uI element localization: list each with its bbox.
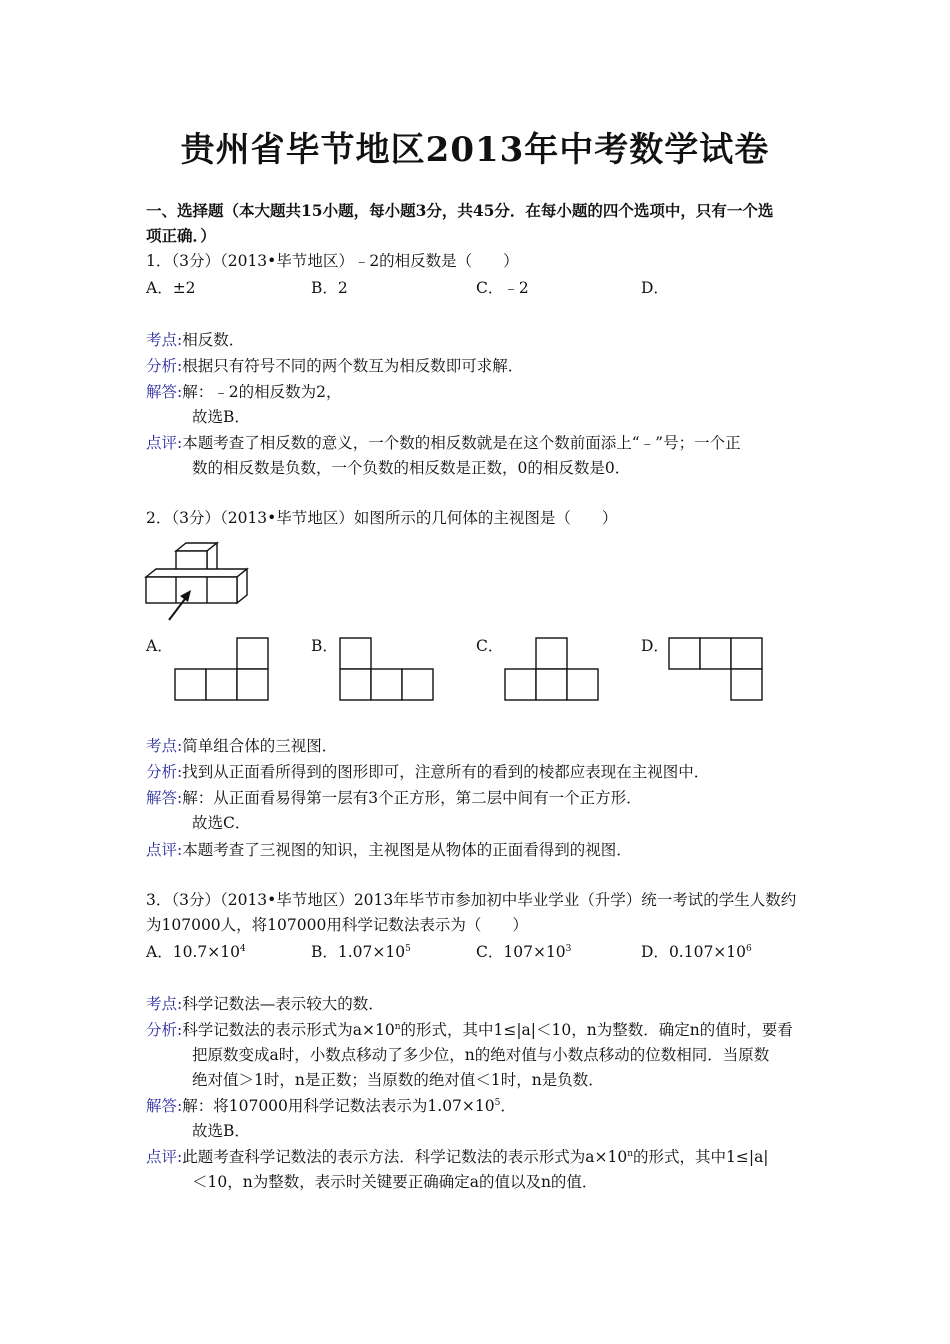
q2-jieda bbox=[146, 788, 642, 808]
q1-stem: 1．（3分）（2013•毕节地区）﹣2的相反数是（ ） bbox=[146, 252, 519, 270]
jieda-label: 解答: bbox=[146, 383, 183, 401]
q3-option-c: C．$107\times 10^3$ bbox=[476, 943, 572, 961]
q1-option-d: D． bbox=[641, 279, 669, 297]
dianping-label: 点评: bbox=[146, 841, 183, 859]
q1-fenxi-text: 根据只有符号不同的两个数互为相反数即可求解． bbox=[182, 357, 524, 375]
section-heading-line2: 项正确．） bbox=[146, 226, 216, 245]
q1-jieda-line2: 故选B． bbox=[192, 408, 250, 426]
page-title: 贵州省毕节地区2013年中考数学试卷 bbox=[180, 130, 770, 170]
q2-option-d-figure bbox=[668, 637, 764, 701]
q2-option-b-label: B． bbox=[311, 637, 338, 655]
q1-jieda-text: 解：﹣2的相反数为2， bbox=[182, 383, 342, 401]
q1-jieda bbox=[146, 382, 341, 402]
kaodian-label: 考点: bbox=[146, 737, 183, 755]
q3-option-b: B．$1.07\times 10^5$ bbox=[311, 943, 411, 961]
q3-stem-line2: 为107000人，将107000用科学记数法表示为（ ） bbox=[146, 916, 528, 934]
dianping-label: 点评: bbox=[146, 434, 183, 452]
kaodian-label: 考点: bbox=[146, 995, 183, 1013]
q3-option-d: D．$0.107\times 10^6$ bbox=[641, 943, 752, 961]
q3-jieda-line2: 故选B． bbox=[192, 1122, 250, 1140]
q1-fenxi bbox=[146, 356, 523, 376]
q1-kaodian bbox=[146, 330, 244, 350]
q2-option-c-label: C． bbox=[476, 637, 504, 655]
q3-jieda: 解答:解：将107000用科学记数法表示为$1.07\times 10^5$． bbox=[146, 1097, 516, 1115]
q2-fenxi bbox=[146, 762, 709, 782]
q2-fenxi-text: 找到从正面看所得到的图形即可，注意所有的看到的棱都应表现在主视图中． bbox=[182, 763, 710, 781]
fenxi-label: 分析: bbox=[146, 357, 183, 375]
section-heading-line1: 一、选择题（本大题共15小题，每小题3分，共45分．在每小题的四个选项中，只有一个选 bbox=[146, 201, 774, 220]
q1-dianping-line2: 数的相反数是负数，一个负数的相反数是正数，0的相反数是0． bbox=[192, 459, 631, 477]
jieda-label: 解答: bbox=[146, 789, 183, 807]
q2-option-a-figure bbox=[174, 637, 270, 701]
q3-fenxi: 分析:科学记数法的表示形式为$a\times 10^n$的形式，其中1≤|a|＜10，n为整数．确定n的值时，要看 bbox=[146, 1021, 793, 1039]
q2-kaodian-text: 简单组合体的三视图． bbox=[182, 737, 338, 755]
q2-option-d-label: D． bbox=[641, 637, 669, 655]
q2-option-b-figure bbox=[339, 637, 435, 701]
q3-stem-line1: 3．（3分）（2013•毕节地区）2013年毕节市参加初中毕业学业（升学）统一考试的学生人数约 bbox=[146, 891, 797, 909]
q3-dianping: 点评:此题考查科学记数法的表示方法．科学记数法的表示形式为$a\times 10^n$的形式，其中1≤|a| bbox=[146, 1148, 769, 1166]
q1-option-b: B．2 bbox=[311, 279, 348, 297]
q1-dianping-text: 本题考查了相反数的意义，一个数的相反数就是在这个数前面添上“﹣”号；一个正 bbox=[182, 434, 741, 452]
fenxi-label: 分析: bbox=[146, 763, 183, 781]
q2-jieda-text: 解：从正面看易得第一层有3个正方形，第二层中间有一个正方形． bbox=[182, 789, 642, 807]
q3-fenxi-line2: 把原数变成a时，小数点移动了多少位，n的绝对值与小数点移动的位数相同．当原数 bbox=[192, 1046, 770, 1064]
q1-option-c: C．﹣2 bbox=[476, 279, 529, 297]
q2-option-c-figure bbox=[504, 637, 600, 701]
q2-jieda-line2: 故选C． bbox=[192, 814, 251, 832]
q1-kaodian-text: 相反数． bbox=[182, 331, 245, 349]
q3-option-a: A．$10.7\times 10^4$ bbox=[146, 943, 246, 961]
q2-kaodian bbox=[146, 736, 337, 756]
q2-dianping bbox=[146, 840, 632, 860]
q3-kaodian-text: 科学记数法—表示较大的数． bbox=[182, 995, 384, 1013]
q3-dianping-line2: ＜10，n为整数，表示时关键要正确确定a的值以及n的值． bbox=[192, 1173, 598, 1191]
q1-dianping bbox=[146, 433, 741, 453]
fenxi-label: 分析: bbox=[146, 1021, 183, 1039]
dianping-label: 点评: bbox=[146, 1148, 183, 1166]
kaodian-label: 考点: bbox=[146, 331, 183, 349]
q2-option-a-label: A． bbox=[146, 637, 173, 655]
q3-kaodian bbox=[146, 994, 384, 1014]
jieda-label: 解答: bbox=[146, 1097, 183, 1115]
q1-option-a: A．±2 bbox=[146, 279, 196, 297]
q2-dianping-text: 本题考查了三视图的知识，主视图是从物体的正面看得到的视图． bbox=[182, 841, 632, 859]
solid-figure bbox=[144, 543, 250, 623]
q2-stem: 2．（3分）（2013•毕节地区）如图所示的几何体的主视图是（ ） bbox=[146, 509, 618, 527]
q3-fenxi-line3: 绝对值＞1时，n是正数；当原数的绝对值＜1时，n是负数． bbox=[192, 1071, 604, 1089]
